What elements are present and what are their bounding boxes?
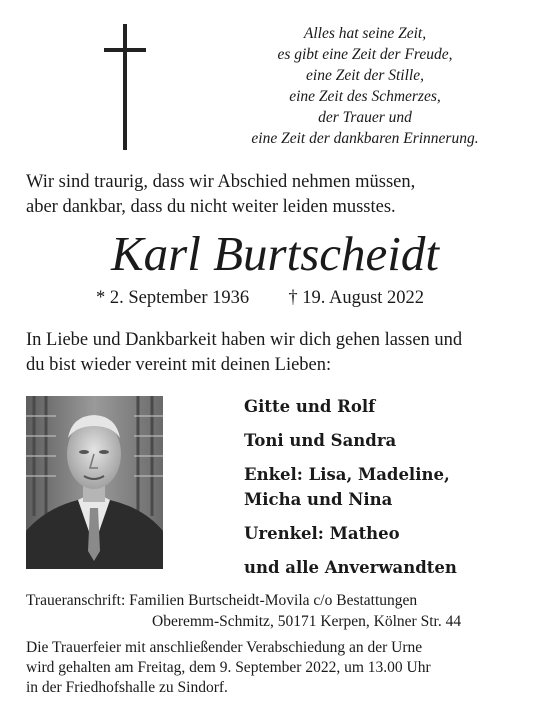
address-line: Traueranschrift: Familien Burtscheidt-Movila c/o Bestattungen [26, 592, 418, 609]
family-entry [244, 555, 534, 580]
family-entry-line: Gitte und Rolf [244, 397, 376, 416]
birth-date: * 2. September 1936 [96, 288, 250, 308]
portrait-illustration [26, 396, 163, 569]
portrait-photo [26, 396, 163, 569]
mourning-address [26, 590, 536, 632]
family-entry-line: Enkel: Lisa, Madeline, [244, 465, 450, 484]
ceremony-line: in der Friedhofshalle zu Sindorf. [26, 679, 228, 696]
family-entry-line: Micha und Nina [244, 490, 393, 509]
poem-line: eine Zeit der Stille, [306, 67, 424, 84]
poem-line: es gibt eine Zeit der Freude, [277, 46, 453, 63]
family-entry [244, 428, 534, 453]
memory-line: du bist wieder vereint mit deinen Lieben: [26, 355, 332, 375]
family-entry [244, 521, 534, 546]
memory-line: In Liebe und Dankbarkeit haben wir dich gehen lassen und [26, 330, 463, 350]
intro-line: aber dankbar, dass du nicht weiter leiden musstes. [26, 197, 396, 217]
ceremony-notice [26, 638, 541, 698]
cross-horizontal-bar [104, 48, 146, 52]
poem-line: eine Zeit der dankbaren Erinnerung. [251, 130, 479, 147]
intro-line: Wir sind traurig, dass wir Abschied nehmen müssen, [26, 172, 416, 192]
ceremony-line: Die Trauerfeier mit anschließender Verabschiedung an der Urne [26, 639, 423, 656]
cross-vertical-bar [123, 24, 127, 150]
family-entry-line: und alle Anverwandten [244, 558, 457, 577]
death-date: † 19. August 2022 [288, 288, 425, 308]
family-list [244, 394, 534, 589]
poem-line: eine Zeit des Schmerzes, [289, 88, 441, 105]
family-entry [244, 394, 534, 419]
deceased-name: Karl Burtscheidt [110, 226, 440, 281]
family-entry-line: Toni und Sandra [244, 431, 397, 450]
poem-line: Alles hat seine Zeit, [303, 25, 427, 42]
family-entry [244, 462, 534, 512]
intro-text [26, 170, 536, 220]
family-entry-line: Urenkel: Matheo [244, 524, 400, 543]
memory-text [26, 328, 536, 378]
poem-line: der Trauer und [318, 109, 412, 126]
address-line: Oberemm-Schmitz, 50171 Kerpen, Kölner Str. 44 [152, 613, 462, 630]
poem [215, 23, 515, 149]
ceremony-line: wird gehalten am Freitag, dem 9. September 2022, um 13.00 Uhr [26, 659, 431, 676]
life-dates [96, 286, 424, 310]
